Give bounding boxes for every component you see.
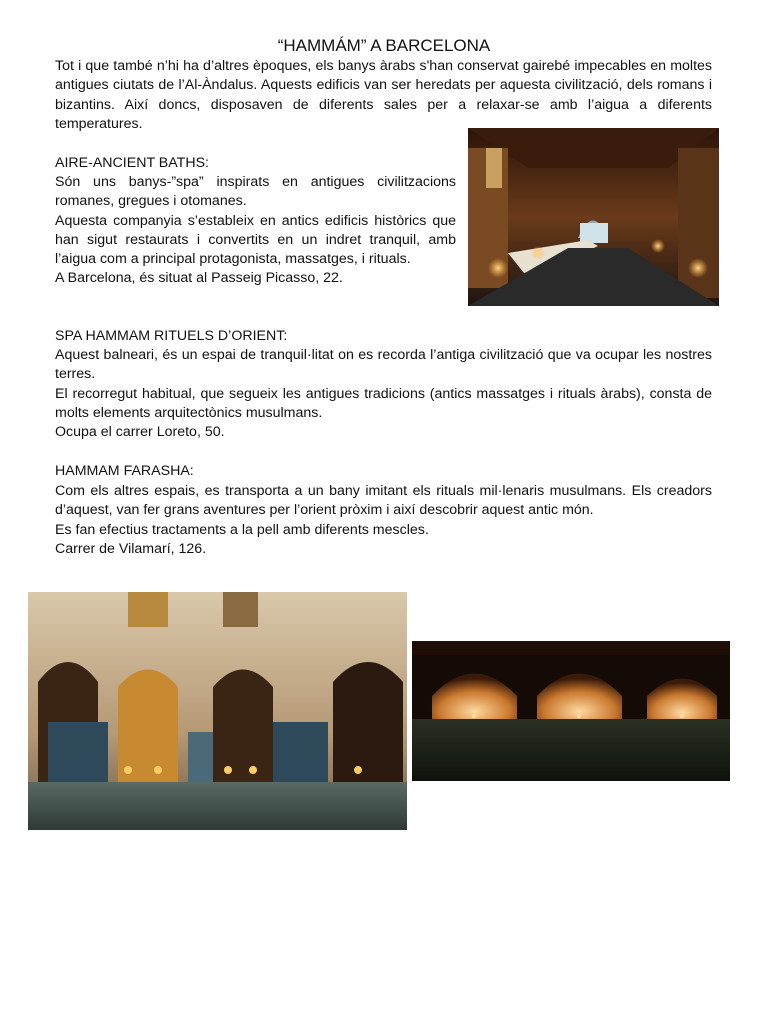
photo-aire-ancient-baths — [468, 128, 719, 306]
section-line: Com els altres espais, es transporta a un bany imitant els rituals mil·lenaris musulmans. Els creadors d’aquest, van fer grans aventures per l’orient pròxim i així descobrir aquest antic món. — [55, 483, 712, 519]
section-line: Es fan efectius tractaments a la pell amb diferents mescles. — [55, 521, 429, 538]
section-line: Aquesta companyia s’estableix en antics edificis històrics que han sigut restaurats i convertits en un indret tranquil, amb l’aigua com a principal protagonista, massatges, i rituals. — [55, 212, 456, 268]
document-title: “HAMMÁM” A BARCELONA — [277, 36, 491, 55]
section-heading-farasha: HAMMAM FARASHA: — [55, 463, 194, 479]
intro-text: Tot i que també n’hi ha d’altres èpoques, els banys àrabs s'han conservat gairebé impecables en moltes antigues ciutats de l’Al-Àndalus. Aquests edificis van ser heredats per aquesta civilització, dels romans i bizantins. Així doncs, disposaven de diferents sales per a relaxar-se amb l’aigua a diferents temperatures. — [55, 58, 712, 132]
section-body-rituels — [55, 346, 712, 442]
section-line: Ocupa el carrer Loreto, 50. — [55, 424, 225, 441]
photo-hammam-farasha — [412, 641, 730, 781]
section-line: A Barcelona, és situat al Passeig Picasso, 22. — [55, 270, 343, 287]
section-line: Carrer de Vilamarí, 126. — [55, 540, 207, 557]
section-body-aire — [55, 173, 456, 289]
section-heading-aire: AIRE-ANCIENT BATHS: — [55, 155, 209, 171]
section-line: El recorregut habitual, que segueix les antigues tradicions (antics massatges i rituals àrabs), consta de molts elements arquitectònics musulmans. — [55, 385, 712, 421]
section-line: Són uns banys-”spa” inspirats en antigues civilitzacions romanes, gregues i otomanes. — [55, 174, 456, 210]
section-heading-rituels: SPA HAMMAM RITUELS D’ORIENT: — [55, 328, 288, 344]
section-line: Aquest balneari, és un espai de tranquil·litat on es recorda l’antiga civilització que va ocupar les nostres terres. — [55, 347, 712, 383]
photo-hammam-courtyard — [28, 592, 407, 830]
section-body-farasha — [55, 482, 712, 559]
intro-paragraph — [55, 57, 712, 134]
